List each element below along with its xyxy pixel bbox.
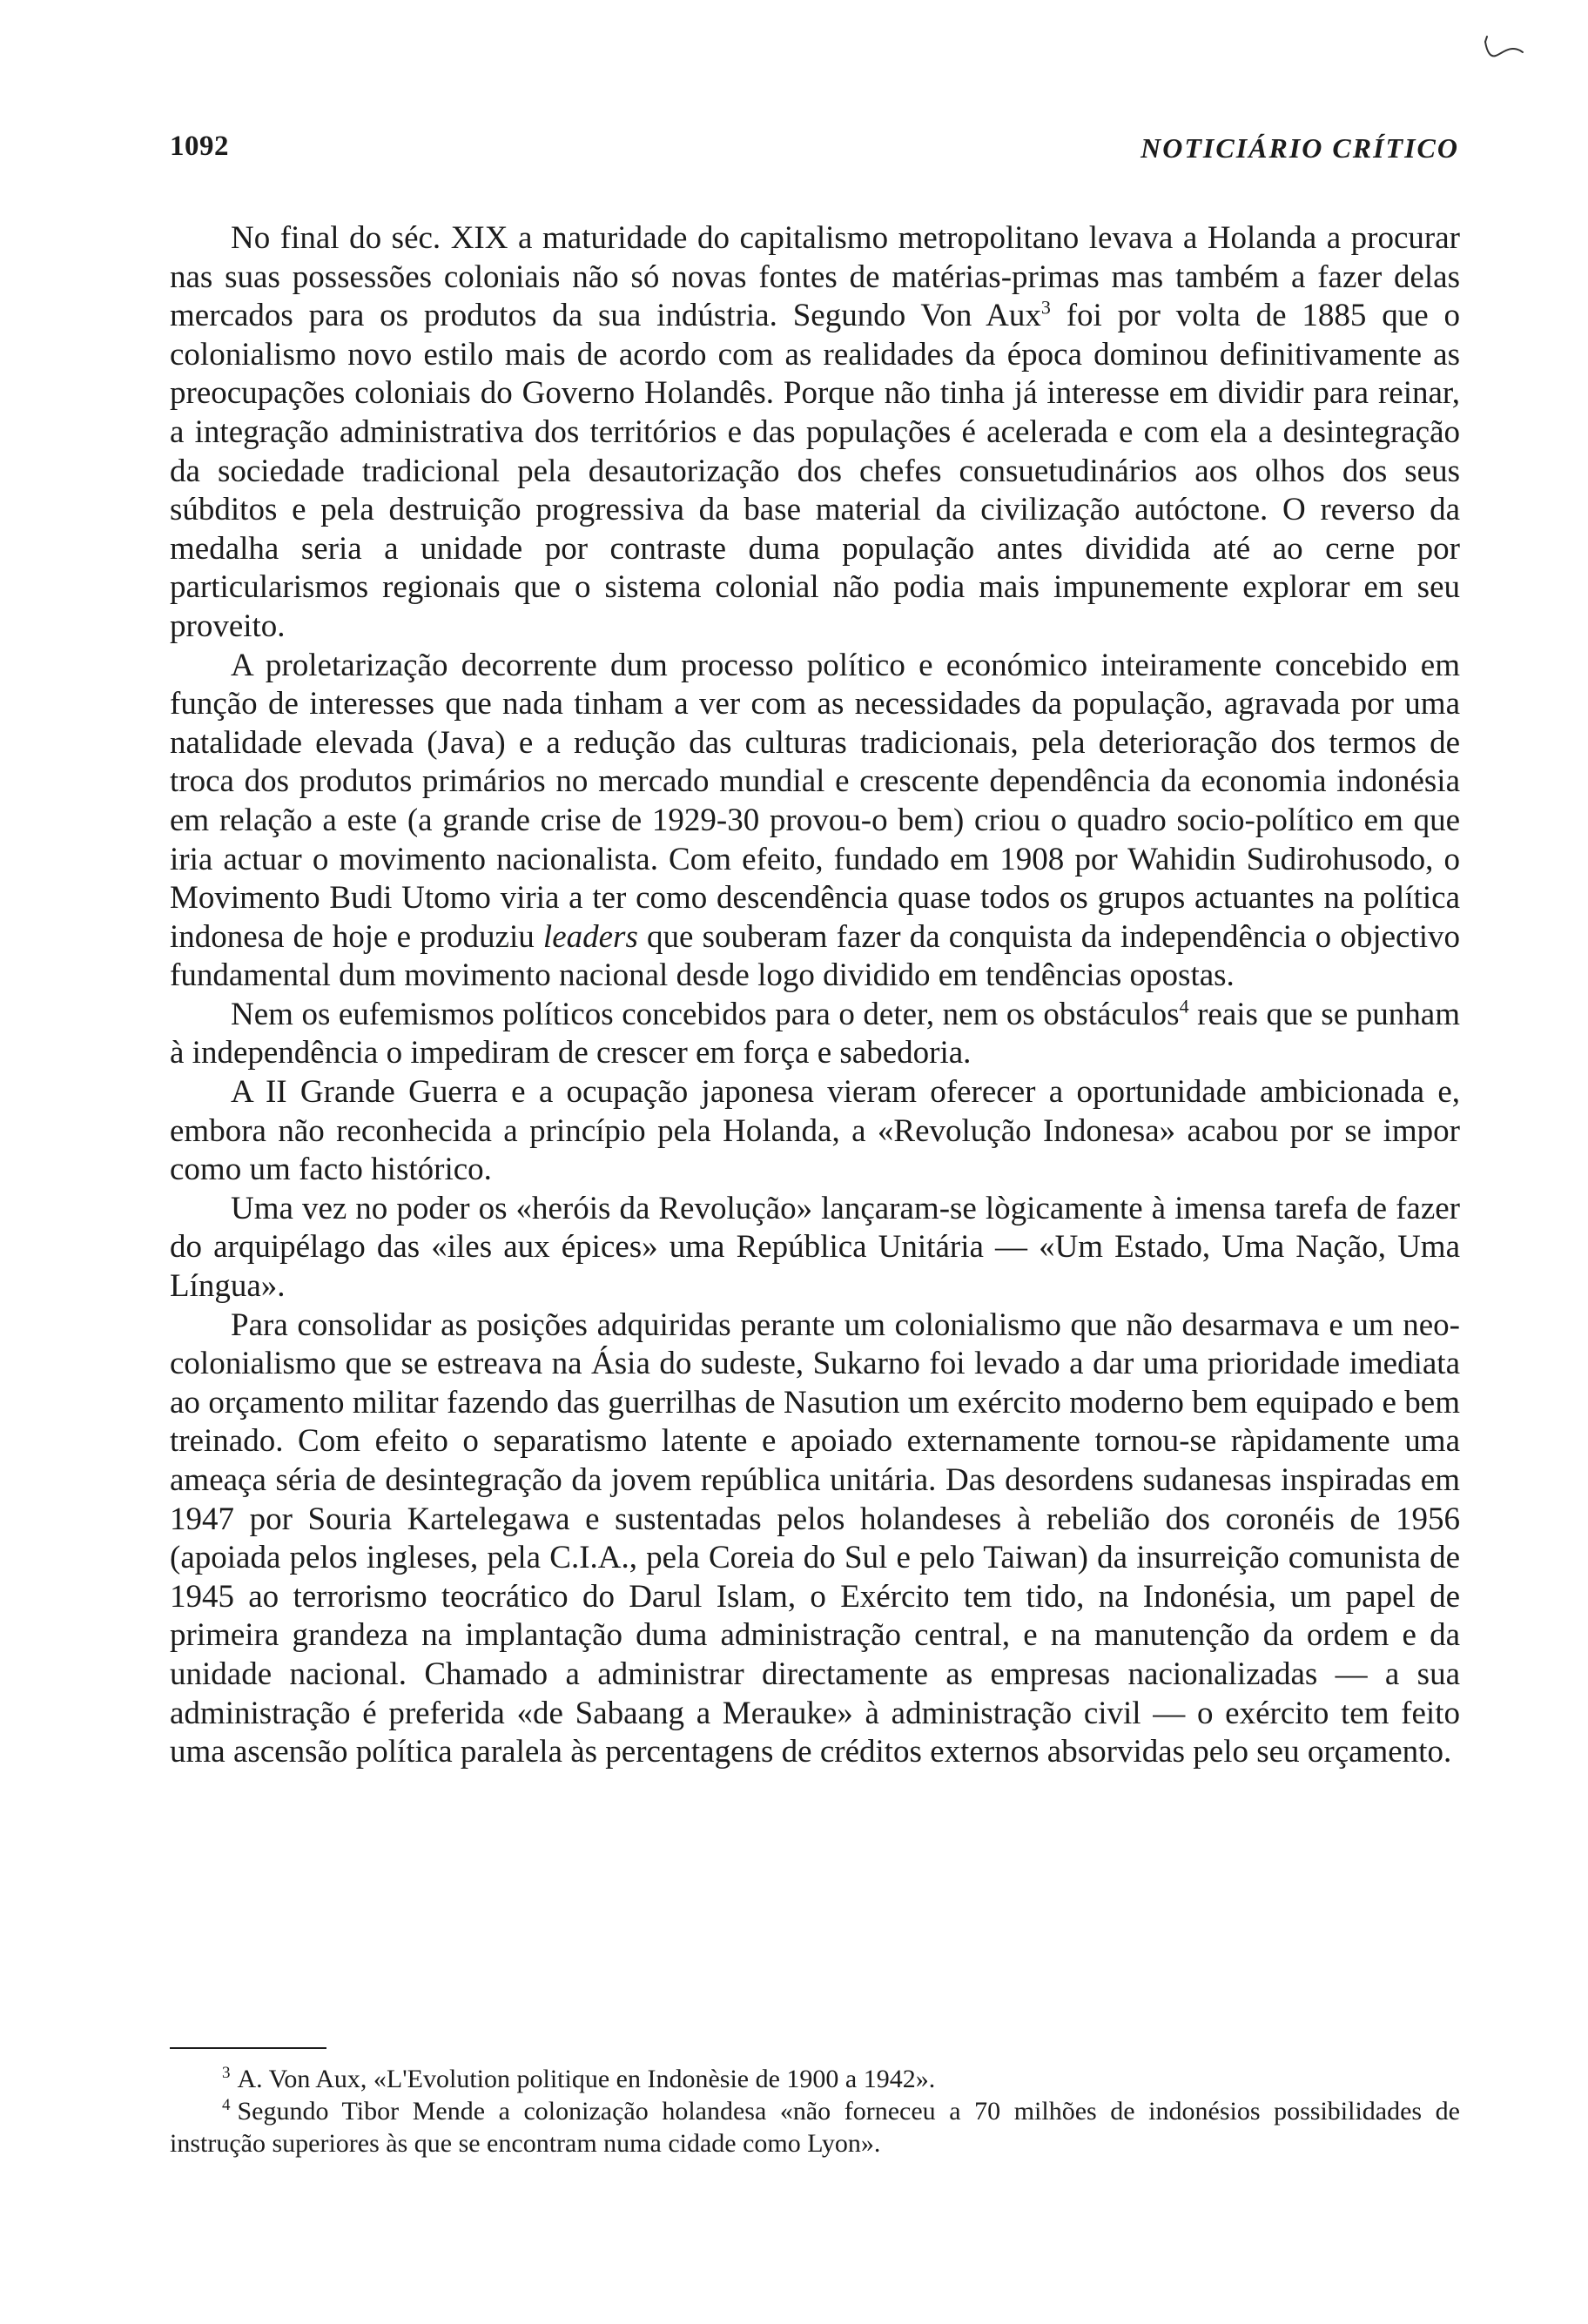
page-number: 1092 bbox=[170, 131, 229, 162]
footnote-3-text: A. Von Aux, «L'Evolution politique en Indonèsie de 1900 a 1942». bbox=[237, 2065, 936, 2093]
paragraph-2-emphasis: leaders bbox=[542, 918, 638, 955]
paragraph-2-part-b: que souberam fazer da conquista da independência o objectivo fundamental dum movimento nacional desde logo dividido em tendências opostas. bbox=[170, 918, 1461, 994]
paragraph-5: Uma vez no poder os «heróis da Revolução» lançaram-se lògicamente à imensa tarefa de fazer do arquipélago das «iles aux épices» uma República Unitária — «Um Estado, Uma Nação, Uma Língua». bbox=[170, 1190, 1460, 1305]
footnote-4-mark: 4 bbox=[222, 2096, 231, 2114]
paragraph-3-part-b: reais que se punham à independência o impediram de crescer em força e sabedoria. bbox=[170, 996, 1460, 1071]
paragraph-2 bbox=[170, 647, 1460, 996]
footnote-3 bbox=[170, 2063, 1460, 2095]
paragraph-6: Para consolidar as posições adquiridas perante um colonialismo que não desarmava e um neo-colonialismo que se estreava na Ásia do sudeste, Sukarno foi levado a dar uma prioridade imediata ao orçamento militar fazendo das guerrilhas de Nasution um exército moderno bem equipado e bem treinado. Com efeito o separatismo latente e apoiado externamente tornou-se ràpidamente uma ameaça séria de desintegração da jovem república unitária. Das desordens sudanesas inspiradas em 1947 por Souria Kartelegawa e sustentadas pelos holandeses à rebelião dos coronéis de 1956 (apoiada pelos ingleses, pela C.I.A., pela Coreia do Sul e pelo Taiwan) da insurreição comunista de 1945 ao terrorismo teocrático do Darul Islam, o Exército tem tido, na Indonésia, um papel de primeira grandeza na implantação duma administração central, e na manutenção da ordem e da unidade nacional. Chamado a administrar directamente as empresas nacionalizadas — a sua administração é preferida «de Sabaang a Merauke» à administração civil — o exército tem feito uma ascensão política paralela às percentagens de créditos externos absorvidas pelo seu orçamento. bbox=[170, 1306, 1460, 1770]
running-head: NOTICIÁRIO CRÍTICO bbox=[1141, 132, 1459, 164]
footnote-3-mark: 3 bbox=[222, 2064, 231, 2082]
paragraph-1-part-b: foi por volta de 1885 que o colonialismo novo estilo mais de acordo com as realidades da época dominou definitivamente as preocupações coloniais do Governo Holandês. Porque não tinha já interesse em dividir para reinar, a integração administrativa dos territórios e das populações é acelerada e com ela a desintegração da sociedade tradicional pela desautorização dos chefes consuetudinários aos olhos dos seus súbditos e pela destruição progressiva da base material da civilização autóctone. O reverso da medalha seria a unidade por contraste duma população antes dividida até ao cerne por particularismos regionais que o sistema colonial não podia mais impunemente explorar em seu proveito. bbox=[170, 298, 1461, 644]
body-text bbox=[170, 219, 1460, 1772]
footnotes bbox=[170, 2063, 1460, 2159]
footnote-4 bbox=[170, 2095, 1460, 2159]
paragraph-1 bbox=[170, 219, 1460, 647]
footnote-ref-3: 3 bbox=[1040, 296, 1051, 319]
paragraph-3 bbox=[170, 996, 1460, 1073]
paragraph-2-part-a: A proletarização decorrente dum processo político e económico inteiramente concebido em função de interesses que nada tinham a ver com as necessidades da população, agravada por uma natalidade elevada (Java) e a redução das culturas tradicionais, pela deterioração dos termos de troca dos produtos primários no mercado mundial e crescente dependência da economia indonésia em relação a este (a grande crise de 1929-30 provou-o bem) criou o quadro socio-político em que iria actuar o movimento nacionalista. Com efeito, fundado em 1908 por Wahidin Sudirohusodo, o Movimento Budi Utomo viria a ter como descendência quase todos os grupos actuantes na política indonesa de hoje e produziu bbox=[170, 647, 1460, 955]
footnote-4-text: Segundo Tibor Mende a colonização holandesa «não forneceu a 70 milhões de indonésios possibilidades de instrução superiores às que se encontram numa cidade como Lyon». bbox=[170, 2097, 1460, 2158]
paragraph-4: A II Grande Guerra e a ocupação japonesa vieram oferecer a oportunidade ambicionada e, embora não reconhecida a princípio pela Holanda, a «Revolução Indonesa» acabou por se impor como um facto histórico. bbox=[170, 1074, 1460, 1188]
handwritten-check-mark bbox=[1482, 30, 1525, 64]
paragraph-1-part-a: No final do séc. XIX a maturidade do capitalismo metropolitano levava a Holanda a procurar nas suas possessões coloniais não só novas fontes de matérias-primas mas também a fazer delas mercados para os produtos da sua indústria. Segundo Von Aux bbox=[170, 220, 1460, 334]
footnote-divider bbox=[170, 2047, 326, 2049]
footnote-ref-4: 4 bbox=[1179, 995, 1189, 1018]
paragraph-3-part-a: Nem os eufemismos políticos concebidos para o deter, nem os obstáculos bbox=[231, 996, 1180, 1032]
